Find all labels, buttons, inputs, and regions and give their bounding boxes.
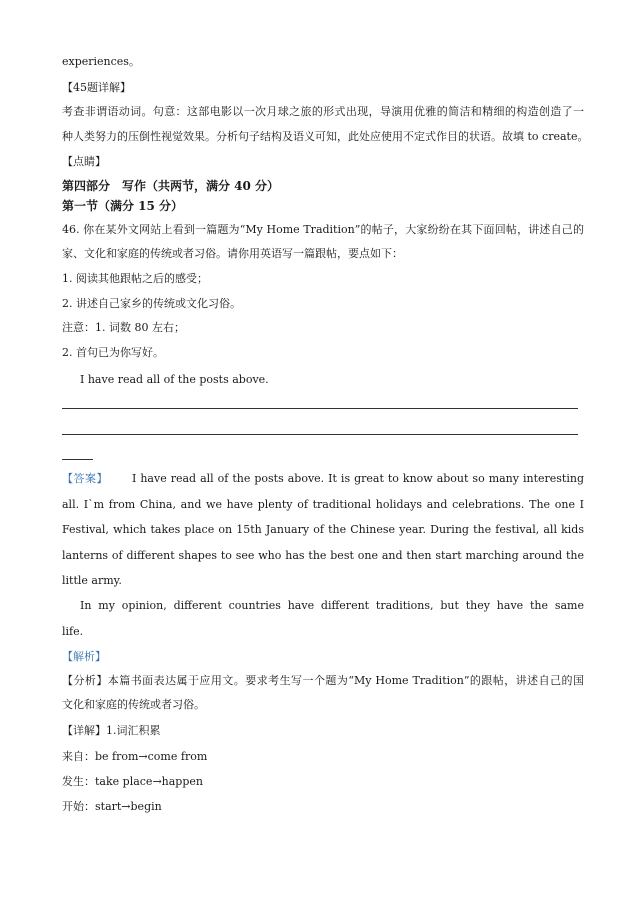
part4-title: 第四部分 写作（共两节，满分 40 分） [62, 179, 280, 193]
answer-line-4: lanterns of different shapes to see who has the best one and then start marching around the [62, 549, 584, 562]
q45-explanation-line-2: 种人类努力的压倒性视觉效果。分析句子结构及语义可知，此处应使用不定式作目的状语。故填 to create。 [62, 130, 589, 143]
answer-text-1: I have read all of the posts above. It is great to know about so many interesting [132, 472, 584, 485]
answer-label: 【答案】 [62, 472, 108, 485]
q46-prompt-line-2: 家、文化和家庭的传统或者习俗。请你用英语写一篇跟帖，要点如下： [62, 247, 403, 260]
given-first-sentence: I have read all of the posts above. [80, 373, 269, 386]
vocab-item-1: 来自：be from→come from [62, 750, 208, 763]
detail-heading: 【详解】1.词汇积累 [62, 724, 161, 737]
analysis-line-1: 【分析】本篇书面表达属于应用文。要求考生写一个题为“My Home Tradition”的跟帖，讲述自己的国 [62, 674, 584, 687]
q46-prompt-line-1: 46. 你在某外文网站上看到一篇题为“My Home Tradition”的帖子，大家纷纷在其下面回帖，讲述自己的 [62, 223, 584, 236]
jiexi-label: 【解析】 [62, 650, 106, 663]
vocab-item-2: 发生：take place→happen [62, 775, 203, 788]
answer-line-3: Festival, which takes place on 15th January of the Chinese year. During the festival, all kids [62, 523, 584, 536]
answer-blank-line-3 [62, 459, 93, 460]
requirement-point-1: 1. 阅读其他跟帖之后的感受； [62, 272, 208, 285]
analysis-line-2: 文化和家庭的传统或者习俗。 [62, 698, 205, 711]
answer-line-1 [62, 471, 584, 487]
answer-blank-line-1 [62, 408, 578, 409]
q45-explanation-line-1: 考查非谓语动词。句意：这部电影以一次月球之旅的形式出现，导演用优雅的简洁和精细的构造创造了一 [62, 105, 584, 118]
answer-blank-line-2 [62, 434, 578, 435]
note-line-2: 2. 首句已为你写好。 [62, 346, 164, 359]
section1-title: 第一节（满分 15 分） [62, 199, 184, 213]
requirement-point-2: 2. 讲述自己家乡的传统或文化习俗。 [62, 297, 241, 310]
note-line-1: 注意：1. 词数 80 左右； [62, 321, 185, 334]
answer-line-6: In my opinion, different countries have different traditions, but they have the same [80, 599, 584, 612]
vocab-item-3: 开始：start→begin [62, 800, 162, 813]
q45-tail-text: experiences。 [62, 55, 140, 68]
dianjing-heading: 【点睛】 [62, 155, 106, 168]
answer-line-2: all. I`m from China, and we have plenty of traditional holidays and celebrations. The one I [62, 498, 584, 511]
answer-line-7: life. [62, 625, 84, 638]
q45-heading: 【45题详解】 [62, 81, 131, 94]
answer-line-5: little army. [62, 574, 122, 587]
